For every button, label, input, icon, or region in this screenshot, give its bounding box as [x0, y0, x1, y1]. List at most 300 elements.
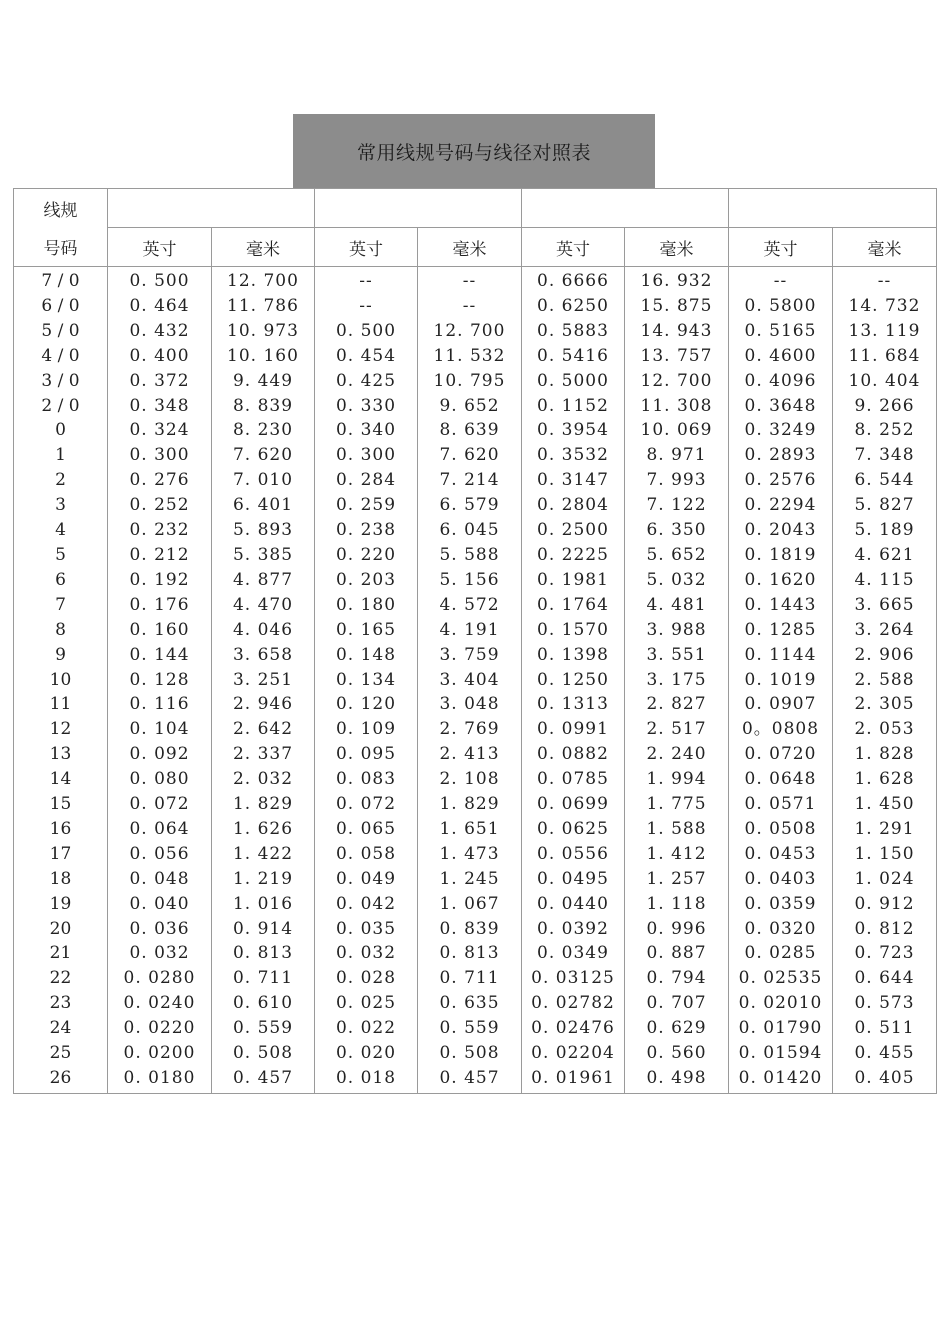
inch-value-cell: 0. 058: [315, 842, 418, 867]
inch-value-cell: 0. 128: [108, 668, 212, 693]
mm-value-cell: 3. 988: [625, 618, 729, 643]
mm-value-cell: 0. 457: [418, 1066, 522, 1093]
inch-value-cell: 0. 6250: [522, 294, 625, 319]
mm-value-cell: 1. 412: [625, 842, 729, 867]
inch-value-cell: 0. 01961: [522, 1066, 625, 1093]
group-header-3: [522, 189, 729, 228]
gauge-number-cell: 3 / 0: [14, 369, 108, 394]
mm-value-cell: 3. 665: [833, 593, 937, 618]
table-row: [14, 1016, 937, 1041]
mm-value-cell: 4. 877: [212, 568, 315, 593]
mm-value-cell: 7. 620: [212, 443, 315, 468]
mm-value-cell: 3. 404: [418, 668, 522, 693]
table-row: [14, 867, 937, 892]
inch-value-cell: 0. 212: [108, 543, 212, 568]
mm-value-cell: 0. 511: [833, 1016, 937, 1041]
mm-value-cell: 0. 839: [418, 917, 522, 942]
mm-value-cell: 1. 118: [625, 892, 729, 917]
table-row: [14, 443, 937, 468]
gauge-number-cell: 26: [14, 1066, 108, 1093]
table-row: [14, 1041, 937, 1066]
mm-value-cell: 2. 305: [833, 692, 937, 717]
inch-value-cell: 0. 116: [108, 692, 212, 717]
mm-value-cell: 1. 775: [625, 792, 729, 817]
header-row-units: [14, 228, 937, 267]
table-row: [14, 643, 937, 668]
mm-value-cell: 6. 579: [418, 493, 522, 518]
inch-value-cell: 0. 1285: [729, 618, 833, 643]
inch-value-cell: 0. 0200: [108, 1041, 212, 1066]
inch-value-cell: 0. 095: [315, 742, 418, 767]
inch-value-cell: 0. 092: [108, 742, 212, 767]
mm-value-cell: 0. 707: [625, 991, 729, 1016]
mm-value-cell: 0. 711: [418, 966, 522, 991]
mm-value-cell: 16. 932: [625, 267, 729, 294]
inch-value-cell: 0. 160: [108, 618, 212, 643]
inch-value-cell: 0. 2043: [729, 518, 833, 543]
gauge-number-cell: 23: [14, 991, 108, 1016]
mm-value-cell: 7. 348: [833, 443, 937, 468]
inch-value-cell: 0. 238: [315, 518, 418, 543]
inch-value-cell: 0. 4600: [729, 344, 833, 369]
table-row: [14, 717, 937, 742]
inch-value-cell: 0. 0320: [729, 917, 833, 942]
inch-value-cell: --: [729, 267, 833, 294]
group-header-4: [729, 189, 937, 228]
inch-value-cell: 0. 0571: [729, 792, 833, 817]
inch-value-cell: 0. 400: [108, 344, 212, 369]
mm-value-cell: 5. 156: [418, 568, 522, 593]
mm-value-cell: 10. 795: [418, 369, 522, 394]
inch-value-cell: 0. 0285: [729, 941, 833, 966]
mm-value-cell: 2. 337: [212, 742, 315, 767]
table-row: [14, 593, 937, 618]
mm-value-cell: 12. 700: [418, 319, 522, 344]
inch-value-cell: 0. 1019: [729, 668, 833, 693]
mm-value-cell: 8. 971: [625, 443, 729, 468]
inch-value-cell: 0. 5883: [522, 319, 625, 344]
mm-value-cell: 9. 652: [418, 394, 522, 419]
group-header-1: [108, 189, 315, 228]
inch-value-cell: 0. 134: [315, 668, 418, 693]
mm-value-cell: 0. 559: [418, 1016, 522, 1041]
table-row: [14, 294, 937, 319]
table-row: [14, 792, 937, 817]
mm-value-cell: 12. 700: [625, 369, 729, 394]
mm-value-cell: 7. 010: [212, 468, 315, 493]
gauge-number-cell: 13: [14, 742, 108, 767]
mm-value-cell: 0. 914: [212, 917, 315, 942]
inch-value-cell: 0. 1570: [522, 618, 625, 643]
inch-value-cell: 0. 176: [108, 593, 212, 618]
inch-value-cell: 0. 025: [315, 991, 418, 1016]
table-row: [14, 518, 937, 543]
mm-value-cell: 4. 470: [212, 593, 315, 618]
gauge-number-cell: 21: [14, 941, 108, 966]
mm-value-cell: 1. 257: [625, 867, 729, 892]
table-row: [14, 344, 937, 369]
mm-value-cell: 11. 308: [625, 394, 729, 419]
mm-value-cell: 0. 635: [418, 991, 522, 1016]
inch-value-cell: 0. 220: [315, 543, 418, 568]
table-row: [14, 468, 937, 493]
mm-value-cell: 7. 122: [625, 493, 729, 518]
mm-value-cell: 5. 652: [625, 543, 729, 568]
inch-value-cell: 0. 020: [315, 1041, 418, 1066]
table-row: [14, 618, 937, 643]
inch-value-cell: 0. 0508: [729, 817, 833, 842]
mm-value-cell: 9. 266: [833, 394, 937, 419]
mm-value-cell: 0. 457: [212, 1066, 315, 1093]
inch-value-cell: 0. 300: [315, 443, 418, 468]
inch-value-cell: 0. 2225: [522, 543, 625, 568]
gauge-number-cell: 20: [14, 917, 108, 942]
inch-value-cell: 0. 0907: [729, 692, 833, 717]
gauge-number-cell: 11: [14, 692, 108, 717]
mm-value-cell: 1. 422: [212, 842, 315, 867]
mm-value-cell: 1. 450: [833, 792, 937, 817]
gauge-number-cell: 18: [14, 867, 108, 892]
inch-value-cell: 0. 5165: [729, 319, 833, 344]
inch-value-cell: 0. 036: [108, 917, 212, 942]
inch-value-cell: 0. 2500: [522, 518, 625, 543]
mm-value-cell: 5. 385: [212, 543, 315, 568]
mm-value-cell: 4. 481: [625, 593, 729, 618]
inch-value-cell: 0. 0648: [729, 767, 833, 792]
inch-value-cell: 0. 1764: [522, 593, 625, 618]
mm-value-cell: 4. 115: [833, 568, 937, 593]
inch-value-cell: 0. 0495: [522, 867, 625, 892]
mm-value-cell: 2. 517: [625, 717, 729, 742]
mm-value-cell: 1. 994: [625, 767, 729, 792]
inch-value-cell: 0. 02010: [729, 991, 833, 1016]
inch-value-cell: 0. 259: [315, 493, 418, 518]
mm-value-cell: --: [833, 267, 937, 294]
mm-value-cell: 13. 119: [833, 319, 937, 344]
gauge-number-cell: 16: [14, 817, 108, 842]
gauge-number-cell: 6 / 0: [14, 294, 108, 319]
mm-value-cell: 11. 786: [212, 294, 315, 319]
mm-value-cell: 1. 829: [212, 792, 315, 817]
inch-value-cell: 0. 2576: [729, 468, 833, 493]
inch-value-cell: 0. 165: [315, 618, 418, 643]
mm-value-cell: 1. 016: [212, 892, 315, 917]
mm-value-cell: --: [418, 267, 522, 294]
inch-value-cell: 0. 065: [315, 817, 418, 842]
mm-value-cell: 0. 610: [212, 991, 315, 1016]
mm-value-cell: 1. 651: [418, 817, 522, 842]
inch-value-cell: 0. 232: [108, 518, 212, 543]
inch-value-cell: 0. 022: [315, 1016, 418, 1041]
inch-value-cell: 0. 0180: [108, 1066, 212, 1093]
inch-value-cell: 0. 02476: [522, 1016, 625, 1041]
inch-value-cell: 0. 203: [315, 568, 418, 593]
mm-value-cell: 12. 700: [212, 267, 315, 294]
inch-value-cell: 0. 028: [315, 966, 418, 991]
inch-value-cell: 0. 0240: [108, 991, 212, 1016]
table-row: [14, 418, 937, 443]
mm-value-cell: 6. 045: [418, 518, 522, 543]
table-row: [14, 1066, 937, 1093]
inch-value-cell: 0. 5416: [522, 344, 625, 369]
gauge-number-cell: 6: [14, 568, 108, 593]
mm-value-cell: 2. 946: [212, 692, 315, 717]
inch-value-cell: 0. 048: [108, 867, 212, 892]
mm-value-cell: 1. 626: [212, 817, 315, 842]
mm-value-cell: 8. 839: [212, 394, 315, 419]
unit-header-mm: 毫米: [625, 228, 729, 267]
mm-value-cell: 0. 560: [625, 1041, 729, 1066]
inch-value-cell: 0. 3954: [522, 418, 625, 443]
mm-value-cell: 3. 658: [212, 643, 315, 668]
inch-value-cell: 0. 049: [315, 867, 418, 892]
table-row: [14, 369, 937, 394]
gauge-number-cell: 4 / 0: [14, 344, 108, 369]
mm-value-cell: 3. 759: [418, 643, 522, 668]
inch-value-cell: 0. 1819: [729, 543, 833, 568]
inch-value-cell: 0. 0440: [522, 892, 625, 917]
inch-value-cell: 0. 1152: [522, 394, 625, 419]
inch-value-cell: 0. 072: [108, 792, 212, 817]
mm-value-cell: --: [418, 294, 522, 319]
mm-value-cell: 1. 291: [833, 817, 937, 842]
inch-value-cell: 0. 284: [315, 468, 418, 493]
gauge-number-cell: 2: [14, 468, 108, 493]
mm-value-cell: 11. 532: [418, 344, 522, 369]
table-row: [14, 692, 937, 717]
inch-value-cell: 0. 1620: [729, 568, 833, 593]
gauge-header-bottom: 号码: [14, 228, 108, 267]
inch-value-cell: 0. 104: [108, 717, 212, 742]
inch-value-cell: 0. 0453: [729, 842, 833, 867]
inch-value-cell: 0. 0991: [522, 717, 625, 742]
inch-value-cell: 0. 454: [315, 344, 418, 369]
mm-value-cell: 3. 251: [212, 668, 315, 693]
inch-value-cell: 0. 0556: [522, 842, 625, 867]
mm-value-cell: 2. 032: [212, 767, 315, 792]
mm-value-cell: 0. 405: [833, 1066, 937, 1093]
mm-value-cell: 10. 973: [212, 319, 315, 344]
gauge-number-cell: 9: [14, 643, 108, 668]
inch-value-cell: 0. 500: [315, 319, 418, 344]
mm-value-cell: 2. 769: [418, 717, 522, 742]
inch-value-cell: 0. 01790: [729, 1016, 833, 1041]
mm-value-cell: 0. 996: [625, 917, 729, 942]
table-title: [293, 114, 655, 188]
table-row: [14, 742, 937, 767]
inch-value-cell: 0. 425: [315, 369, 418, 394]
inch-value-cell: 0. 02204: [522, 1041, 625, 1066]
table-body: [14, 267, 937, 1094]
inch-value-cell: 0. 032: [315, 941, 418, 966]
mm-value-cell: 7. 214: [418, 468, 522, 493]
mm-value-cell: 1. 473: [418, 842, 522, 867]
mm-value-cell: 4. 191: [418, 618, 522, 643]
mm-value-cell: 4. 046: [212, 618, 315, 643]
mm-value-cell: 0. 723: [833, 941, 937, 966]
mm-value-cell: 5. 893: [212, 518, 315, 543]
mm-value-cell: 8. 230: [212, 418, 315, 443]
unit-header-inch: 英寸: [729, 228, 833, 267]
gauge-number-cell: 5 / 0: [14, 319, 108, 344]
mm-value-cell: 10. 069: [625, 418, 729, 443]
mm-value-cell: 5. 189: [833, 518, 937, 543]
wire-gauge-table: [13, 188, 937, 1094]
mm-value-cell: 0. 912: [833, 892, 937, 917]
inch-value-cell: 0. 500: [108, 267, 212, 294]
mm-value-cell: 1. 150: [833, 842, 937, 867]
mm-value-cell: 1. 067: [418, 892, 522, 917]
inch-value-cell: 0. 01420: [729, 1066, 833, 1093]
inch-value-cell: 0. 2294: [729, 493, 833, 518]
mm-value-cell: 8. 252: [833, 418, 937, 443]
inch-value-cell: 0. 2893: [729, 443, 833, 468]
inch-value-cell: 0. 0392: [522, 917, 625, 942]
mm-value-cell: 0. 508: [212, 1041, 315, 1066]
table-row: [14, 668, 937, 693]
unit-header-inch: 英寸: [315, 228, 418, 267]
inch-value-cell: 0. 1144: [729, 643, 833, 668]
inch-value-cell: 0. 276: [108, 468, 212, 493]
inch-value-cell: 0. 0882: [522, 742, 625, 767]
inch-value-cell: 0. 1313: [522, 692, 625, 717]
table-row: [14, 817, 937, 842]
mm-value-cell: 2. 906: [833, 643, 937, 668]
inch-value-cell: 0. 2804: [522, 493, 625, 518]
mm-value-cell: 0. 559: [212, 1016, 315, 1041]
mm-value-cell: 10. 160: [212, 344, 315, 369]
mm-value-cell: 3. 551: [625, 643, 729, 668]
inch-value-cell: 0. 372: [108, 369, 212, 394]
mm-value-cell: 0. 813: [418, 941, 522, 966]
unit-header-mm: 毫米: [833, 228, 937, 267]
inch-value-cell: 0. 064: [108, 817, 212, 842]
mm-value-cell: 1. 024: [833, 867, 937, 892]
table-row: [14, 941, 937, 966]
gauge-number-cell: 24: [14, 1016, 108, 1041]
inch-value-cell: 0. 148: [315, 643, 418, 668]
inch-value-cell: 0. 252: [108, 493, 212, 518]
table-row: [14, 917, 937, 942]
inch-value-cell: 0. 072: [315, 792, 418, 817]
mm-value-cell: 1. 828: [833, 742, 937, 767]
inch-value-cell: --: [315, 294, 418, 319]
mm-value-cell: 0. 508: [418, 1041, 522, 1066]
inch-value-cell: 0. 0403: [729, 867, 833, 892]
gauge-number-cell: 3: [14, 493, 108, 518]
inch-value-cell: 0. 0220: [108, 1016, 212, 1041]
gauge-number-cell: 14: [14, 767, 108, 792]
unit-header-mm: 毫米: [418, 228, 522, 267]
mm-value-cell: 7. 993: [625, 468, 729, 493]
gauge-number-cell: 5: [14, 543, 108, 568]
gauge-number-cell: 17: [14, 842, 108, 867]
table-row: [14, 892, 937, 917]
inch-value-cell: 0. 018: [315, 1066, 418, 1093]
inch-value-cell: 0. 0720: [729, 742, 833, 767]
mm-value-cell: 2. 642: [212, 717, 315, 742]
table-row: [14, 767, 937, 792]
mm-value-cell: 6. 544: [833, 468, 937, 493]
mm-value-cell: 5. 588: [418, 543, 522, 568]
mm-value-cell: 15. 875: [625, 294, 729, 319]
inch-value-cell: 0. 0699: [522, 792, 625, 817]
mm-value-cell: 6. 350: [625, 518, 729, 543]
mm-value-cell: 10. 404: [833, 369, 937, 394]
mm-value-cell: 0. 629: [625, 1016, 729, 1041]
inch-value-cell: 0. 3249: [729, 418, 833, 443]
inch-value-cell: 0. 4096: [729, 369, 833, 394]
unit-header-inch: 英寸: [108, 228, 212, 267]
inch-value-cell: 0. 180: [315, 593, 418, 618]
gauge-number-cell: 2 / 0: [14, 394, 108, 419]
inch-value-cell: 0. 1443: [729, 593, 833, 618]
mm-value-cell: 14. 732: [833, 294, 937, 319]
inch-value-cell: 0. 035: [315, 917, 418, 942]
gauge-number-cell: 15: [14, 792, 108, 817]
mm-value-cell: 0. 813: [212, 941, 315, 966]
mm-value-cell: 7. 620: [418, 443, 522, 468]
gauge-header-top: 线规: [14, 189, 108, 228]
inch-value-cell: 0. 3648: [729, 394, 833, 419]
inch-value-cell: 0. 300: [108, 443, 212, 468]
mm-value-cell: 3. 264: [833, 618, 937, 643]
gauge-number-cell: 4: [14, 518, 108, 543]
inch-value-cell: 0. 0280: [108, 966, 212, 991]
inch-value-cell: 0. 083: [315, 767, 418, 792]
inch-value-cell: 0. 109: [315, 717, 418, 742]
inch-value-cell: 0. 01594: [729, 1041, 833, 1066]
table-row: [14, 493, 937, 518]
group-header-2: [315, 189, 522, 228]
mm-value-cell: 5. 032: [625, 568, 729, 593]
mm-value-cell: 2. 827: [625, 692, 729, 717]
mm-value-cell: 1. 219: [212, 867, 315, 892]
mm-value-cell: 9. 449: [212, 369, 315, 394]
inch-value-cell: 0. 1250: [522, 668, 625, 693]
inch-value-cell: 0. 144: [108, 643, 212, 668]
table-row: [14, 267, 937, 294]
inch-value-cell: 0。0808: [729, 717, 833, 742]
mm-value-cell: 2. 108: [418, 767, 522, 792]
mm-value-cell: 0. 794: [625, 966, 729, 991]
inch-value-cell: 0. 5800: [729, 294, 833, 319]
inch-value-cell: 0. 3532: [522, 443, 625, 468]
mm-value-cell: 0. 644: [833, 966, 937, 991]
inch-value-cell: 0. 0785: [522, 767, 625, 792]
mm-value-cell: 11. 684: [833, 344, 937, 369]
mm-value-cell: 2. 240: [625, 742, 729, 767]
inch-value-cell: 0. 3147: [522, 468, 625, 493]
inch-value-cell: 0. 02535: [729, 966, 833, 991]
gauge-number-cell: 7: [14, 593, 108, 618]
inch-value-cell: 0. 192: [108, 568, 212, 593]
inch-value-cell: 0. 040: [108, 892, 212, 917]
inch-value-cell: 0. 03125: [522, 966, 625, 991]
mm-value-cell: 1. 829: [418, 792, 522, 817]
inch-value-cell: 0. 0349: [522, 941, 625, 966]
inch-value-cell: 0. 056: [108, 842, 212, 867]
mm-value-cell: 0. 887: [625, 941, 729, 966]
inch-value-cell: 0. 120: [315, 692, 418, 717]
table-title-text: 常用线规号码与线径对照表: [356, 141, 591, 164]
gauge-number-cell: 0: [14, 418, 108, 443]
inch-value-cell: 0. 1398: [522, 643, 625, 668]
mm-value-cell: 3. 048: [418, 692, 522, 717]
table-row: [14, 319, 937, 344]
inch-value-cell: 0. 042: [315, 892, 418, 917]
mm-value-cell: 1. 245: [418, 867, 522, 892]
